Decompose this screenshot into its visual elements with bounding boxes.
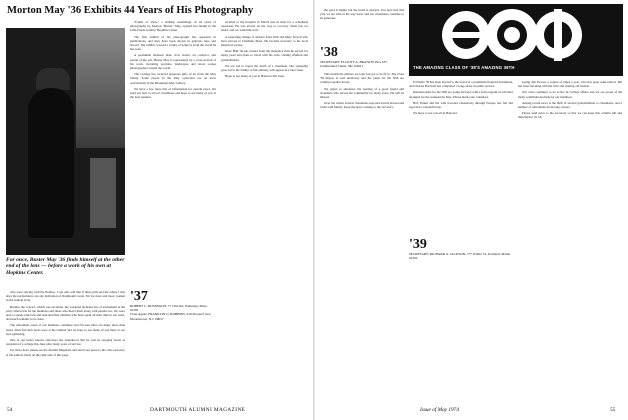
paragraph: recalled to the hospital in March just in time for a scheduled operation. He was slowly on the way to recovery when last we heard, and we wish him well. [221,20,308,33]
paragraph: Ed Wells '38 has been elected to the board of a prominent financial institution, and Charles Hartwell has completed a long career in public service. [409,80,513,89]
paragraph: Among recent news is the birth of several grandchildren to classmates, and a number of retirements from long careers. [518,100,622,110]
paragraph: One of our better known educators has announced that he will be stepping down as president of a college this June after many years of service. [6,338,125,347]
paragraph: A prominent business man, civic leader, art collector, and patron of the arts, Buster May is represented by a cross-section of his work, including portraits, landscapes and street scenes photographed around the world. [130,53,216,71]
paragraph: Our class continues to be active in College affairs and we are proud of the many contributions made by our members. [518,90,622,99]
paragraph: Over the winter several classmates reported travels abroad and visits with family. Keep the news coming to the secretary. [320,101,404,110]
paragraph: who were staying with the Baylies. I can only add that if these girls and the others I met after the performance are any indication of Dartmouth coeds, I'm for more and more women in the student body. [6,290,125,303]
paragraph: We have a few more bits of information for current news. We send our best to all our classmates and hope to see many of you at the next reunion. [130,86,216,100]
paragraph: The College has received generous gifts of art from the May family. Some pieces in the May collection are on view concurrently in the Beaumont-May Gallery. [130,72,216,85]
paragraph: Bob Parker and his wife traveled extensively through Europe last fall and reported a wonderful trip. [409,100,513,110]
right-column-1b [320,72,404,404]
paragraph: Hope to see many of you at Hanover this June. [225,74,285,79]
paragraph: The first exhibit of his photographs has appeared in publications, and they have been shown in galleries here and abroad. The exhibit covered a variety of subjects from the world he has seen. [130,34,216,52]
paragraph: A surprising change of address from Walt and Mary Powell who have moved to Chatham, Mass. He became secretary to his local historical society. [221,34,308,48]
numeral-36-graphic [442,4,582,66]
page-gutter [313,0,315,420]
photo-caption: For once, Buster May '36 finds himself at the other end of the lens — before a work of his own at Hopkins Center. [6,257,125,276]
paragraph: "Points of View," a striking assemblage of 44 years of photography by Morton "Buster" May, opened last month in the Jaffe-Friede Gallery, Hopkins Center. [130,20,216,33]
paragraph: The retirement roster of our members continues and I'm sure there are many more than listed. Dick and Ann Jacks were at the reunion and we hope to see many of you there at our next gathering. [6,323,125,336]
paragraph: Reunion plans for the 36th are going forward, with a full program of activities arranged for the weekend in June. Please mark your calendars. [409,90,513,99]
paragraph: the gold is higher but the trend is upward. You note that this year we are still on the way back, and our classmates continue to be generous. [320,8,404,21]
paragraph: Dave Hall '36 has retired from the insurance firm he served for many years and plans to travel with his wife, visiting children and grandchildren. [221,49,308,62]
paragraph: For more news please see the Alumni Magazine and send your notes to the class secretary at the address listed on the right side of this page. [6,348,125,357]
class-heading-37: '37 ROBERT C. ROSSBACH, 77 Cilla Rd, Wellesley, Mass. 02181 Class Agent: FRANKLIN G. ROBBINS, 619 Prospect Ave, Moorestown, N.J. 08057 [130,289,212,321]
right-column-3 [518,80,622,404]
paragraph: This month the authors are topic but got to be fit in. The Class '38 Report is well underway and the plans for the 36th are coming together nicely. [320,72,404,85]
left-column-3 [221,20,308,404]
page-number-right: 55 [610,407,616,413]
article-photo [6,28,125,255]
page-number-left: 54 [7,407,13,413]
running-footer-right: Issue of May 1974 [420,407,459,413]
paragraph: We are sad to report the death of a classmate. Our sympathy goes out to the family. A full obituary will appear in a later issue. [221,63,308,73]
paragraph: Besides the concert, which was excellent, the weekend included lots of excitement at the party afterwards for the members and those who heard them along with parents too. We were able to speak with Jack and Ann and their children who have spent all their time in our town, and much remains to be done. [6,304,125,322]
left-column-1 [6,290,125,404]
right-column-1 [320,8,404,43]
paragraph: Please send news to the secretary so that we can keep this column full and informative for all. [518,111,622,120]
paragraph: We regret to announce the passing of a good friend and classmate who served his community for many years. He will be missed. [320,86,404,100]
class-heading-38: '38 SECRETARY: ELLIOTT A. BRANCH, Box 187, Cumberland Center, Me. 04021 [320,45,388,69]
banner-caption: THE AMAZING CLASS OF '38'S AMAZING 36TH [413,65,515,70]
running-footer-left: DARTMOUTH ALUMNI MAGAZINE [150,407,246,413]
article-headline: Morton May '36 Exhibits 44 Years of His Photography [7,5,254,16]
paragraph: seeing Jim Powers a couple of times a year, who has gone semi-retired. Jim has been traveling with his wife and visiting old friends. [518,80,622,89]
left-column-2 [130,20,216,404]
paragraph: We hope to see you all in Hanover. [413,111,458,116]
class-heading-39: '39 SECRETARY: RICHARD A. JACKSON, 777 Wilder St., Portland, Maine 04102 [409,236,513,262]
